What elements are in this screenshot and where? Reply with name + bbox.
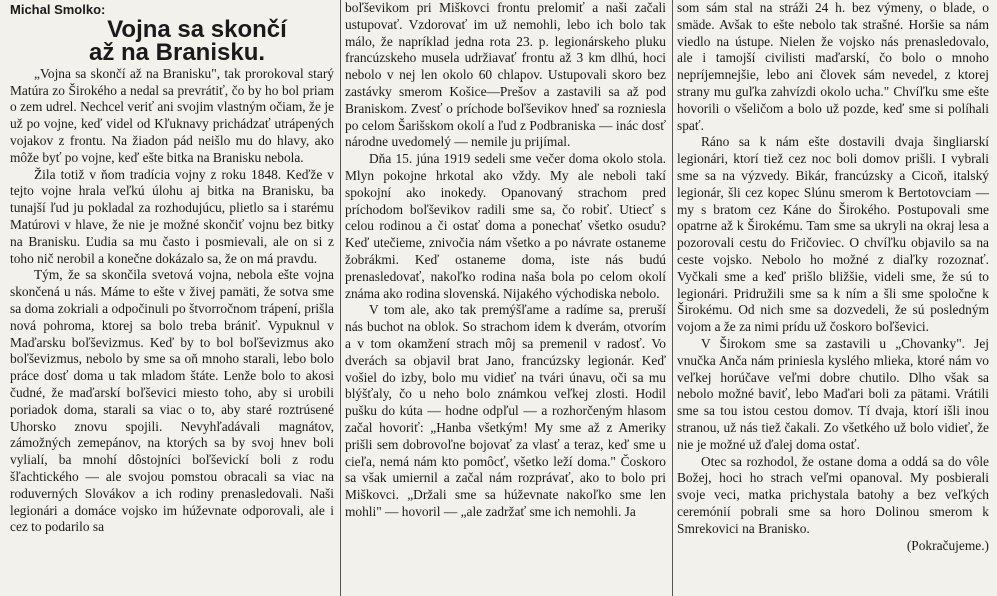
paragraph: V Širokom sme sa zastavili u „Chovanky". Jej vnučka Anča nám priniesla kyslého mlieka, ktoré nám vo veľkej horúčave veľmi dobre chutilo. Dlho však sa nebolo možné baviť, lebo Maďari boli za pätami. Vrátili sme sa tou istou cestou domov. Tí dvaja, ktorí išli inou stranou, už nás tiež čakali. Zo všetkého už bolo vidieť, že nie je možné už ďalej doma ostať.	[677, 335, 989, 452]
continued-note: (Pokračujeme.)	[906, 537, 989, 553]
paragraph: Ráno sa k nám ešte dostavili dvaja šingliarskí legionári, ktorí tiež cez noc boli domov prišli. I vybrali sme sa na výzvedy. Bikár, francúzsky a Cicoň, italský legionár, šli cez kopec Slúnu smerom k Bertotovciam — my s bratom cez Káne do Širokého. Postupovali sme opatrne až k Širokému. Tam sme sa ukryli na okraj lesa a pozorovali cestu do Fričoviec. O chvíľku objavilo sa na ceste vojsko. Nebolo ho možné z diaľky rozoznať. Vyčkali sme a keď prišlo bližšie, videli sme, že sú to legionári. Pridružili sme sa k ním a šli sme spoločne k Širokému. Od nich sme sa dozvedeli, že sú posledným vojom a že za nimi prídu už čoskoro boľševici.	[677, 134, 989, 335]
article-title	[60, 15, 334, 66]
paragraph: V tom ale, ako tak premýšľame a radíme sa, preruší nás buchot na oblok. So strachom idem k dverám, otvorím a v tom okamžení strach môj sa premenil v radosť. Vo dverách sa objavil brat Jano, francúzsky legionár. Keď vošiel do izby, bolo mu vidieť na tvári únavu, oči sa mu blýšťaly, čo u neho bolo známkou veľkej zlosti. Hodil pušku do kúta — hodne odpľul — a rozhorčeným hlasom začal hovoriť: „Hanba všetkým! My sme až z Ameriky prišli sem dobrovoľne bojovať za vlasť a teraz, keď sme u cieľa, nemá nám kto pomôcť, všetko leží doma." Čoskoro sa však umiernil a začal nám rozprávať, ako to bolo pri Miškovci. „Držali sme sa húževnate nakoľko sme len mohli" — hovoril — „ale zadržať sme ich nemohli. Ja	[345, 302, 666, 519]
paragraph: som sám stal na stráži 24 h. bez výmeny, o blade, o smäde. Avšak to ešte nebolo tak strašné. Horšie sa nám viedlo na ústupe. Nielen že vojsko nás prenasledovalo, ale i tamojší civilisti maďarskí, čo bolo o mnoho nepríjemnejšie, lebo ani človek sám nevedel, z ktorej strany mu guľka zahvízdi okolo ucha." Chvíľku sme ešte hovorili o všeličom a bolo už pozde, keď sme si políhali spať.	[677, 0, 989, 133]
title-line-2: až na Branisku.	[88, 38, 266, 66]
paragraph: „Vojna sa skončí až na Branisku", tak prorokoval starý Matúra zo Širokého a nedal sa prevrátiť, čo by ho bol priam o zem udrel. Nechcel veriť ani svojim vlastným očiam, že je už po vojne, keď videl od Kľuknavy prichádzať utrápených vojakov z frontu. Na žiadon pád neišlo mu do hlavy, ako môže byť po vojne, keď ešte bitka na Branisku nebola.	[10, 65, 334, 165]
title-line-1: Vojna sa skončí	[107, 15, 287, 43]
column-3	[672, 0, 997, 596]
paragraph: Dňa 15. júna 1919 sedeli sme večer doma okolo stola. Mlyn pokojne hrkotal ako vždy. My ale neboli takí spokojní ako inokedy. Opanovaný strachom pred príchodom boľševikov radili sme sa, čo robiť. Utiecť s celou rodinou a či ostať doma a ponechať všetko osudu? Keď utečieme, znivočia nám všetko a po návrate ostaneme žobrákmi. Keď ostaneme doma, iste nás budú prenasledovať, nakoľko rodina naša bola po celom okolí známa ako rodina slovenská. Nijakého východiska nebolo.	[345, 151, 666, 301]
paragraph: boľševikom pri Miškovci frontu prelomiť a naši začali ustupovať. Vzdorovať im už nemohli, lebo ich bolo tak málo, že napríklad jedna rota 23. p. legionárskeho pluku francúzskeho musela udržiavať frontu až 3 km dlhú, hoci nebolo v nej len okolo 60 chlapov. Ustupovali skoro bez zastávky smerom Košice—Prešov a zastavili sa až pod Braniskom. Zvesť o príchode boľševikov hneď sa rozniesla po celom Šarišskom okolí a ľud z Podbraniska — inác dosť národne uvedomelý — nemile ju prijímal.	[345, 0, 666, 150]
paragraph: Žila totiž v ňom tradícia vojny z roku 1848. Keďže v tejto vojne hrala veľkú úlohu aj bitka na Branisku, ba tunajší ľud ju pokladal za rozhodujúcu, plietlo sa i starému Matúrovi v hlave, že nie je možné skončiť vojnu bez bitky na Branisku. Ľudia sa mu často i posmievali, ale on si z toho nič nerobil a konečne dokázalo sa, že on má pravdu.	[10, 166, 334, 266]
author-name: Michal Smolko:	[10, 2, 106, 17]
paragraph: Tým, že sa skončila svetová vojna, nebola ešte vojna skončená u nás. Máme to ešte v živej pamäti, že sotva sme sa doma zokriali a odpočinuli po štvorročnom trápení, prišla nová pohroma, ktorej sa bolo treba brániť. Vypuknul v Maďarsku boľševizmus. Keď by to bol boľševizmus ako boľševizmus, nebolo by sme sa oň mnoho starali, lebo bolo práce dosť doma u tak mladom štáte. Lenže bolo to akosi čudné, že maďarskí boľševici miesto toho, aby si urobili poriadok doma, starali sa viac o to, aby staré roztrúsené Uhorsko znovu spojili. Nevyhľadávali magnátov, zámožných zemepánov, na ktorých sa by svoj hnev boli vylialí, ba mnohí dôstojníci boľševickí boli z rodu šľachtického — ale svojou pomstou obracali sa viac na roduverných Slovákov a ich rodiny prenasledovali. Naši legionári a domáce vojsko im húževnate odporovali, ale i cez to podarilo sa	[10, 267, 334, 535]
column-1	[0, 0, 338, 596]
paragraph: Otec sa rozhodol, že ostane doma a oddá sa do vôle Božej, hoci ho strach veľmi opanoval. My posbierali svoje veci, matka prichystala batohy a bez veľkých ceremónií pobrali sme sa horo Dolinou smerom k Smrekovici na Branisko.	[677, 453, 989, 536]
column-2	[340, 0, 670, 596]
